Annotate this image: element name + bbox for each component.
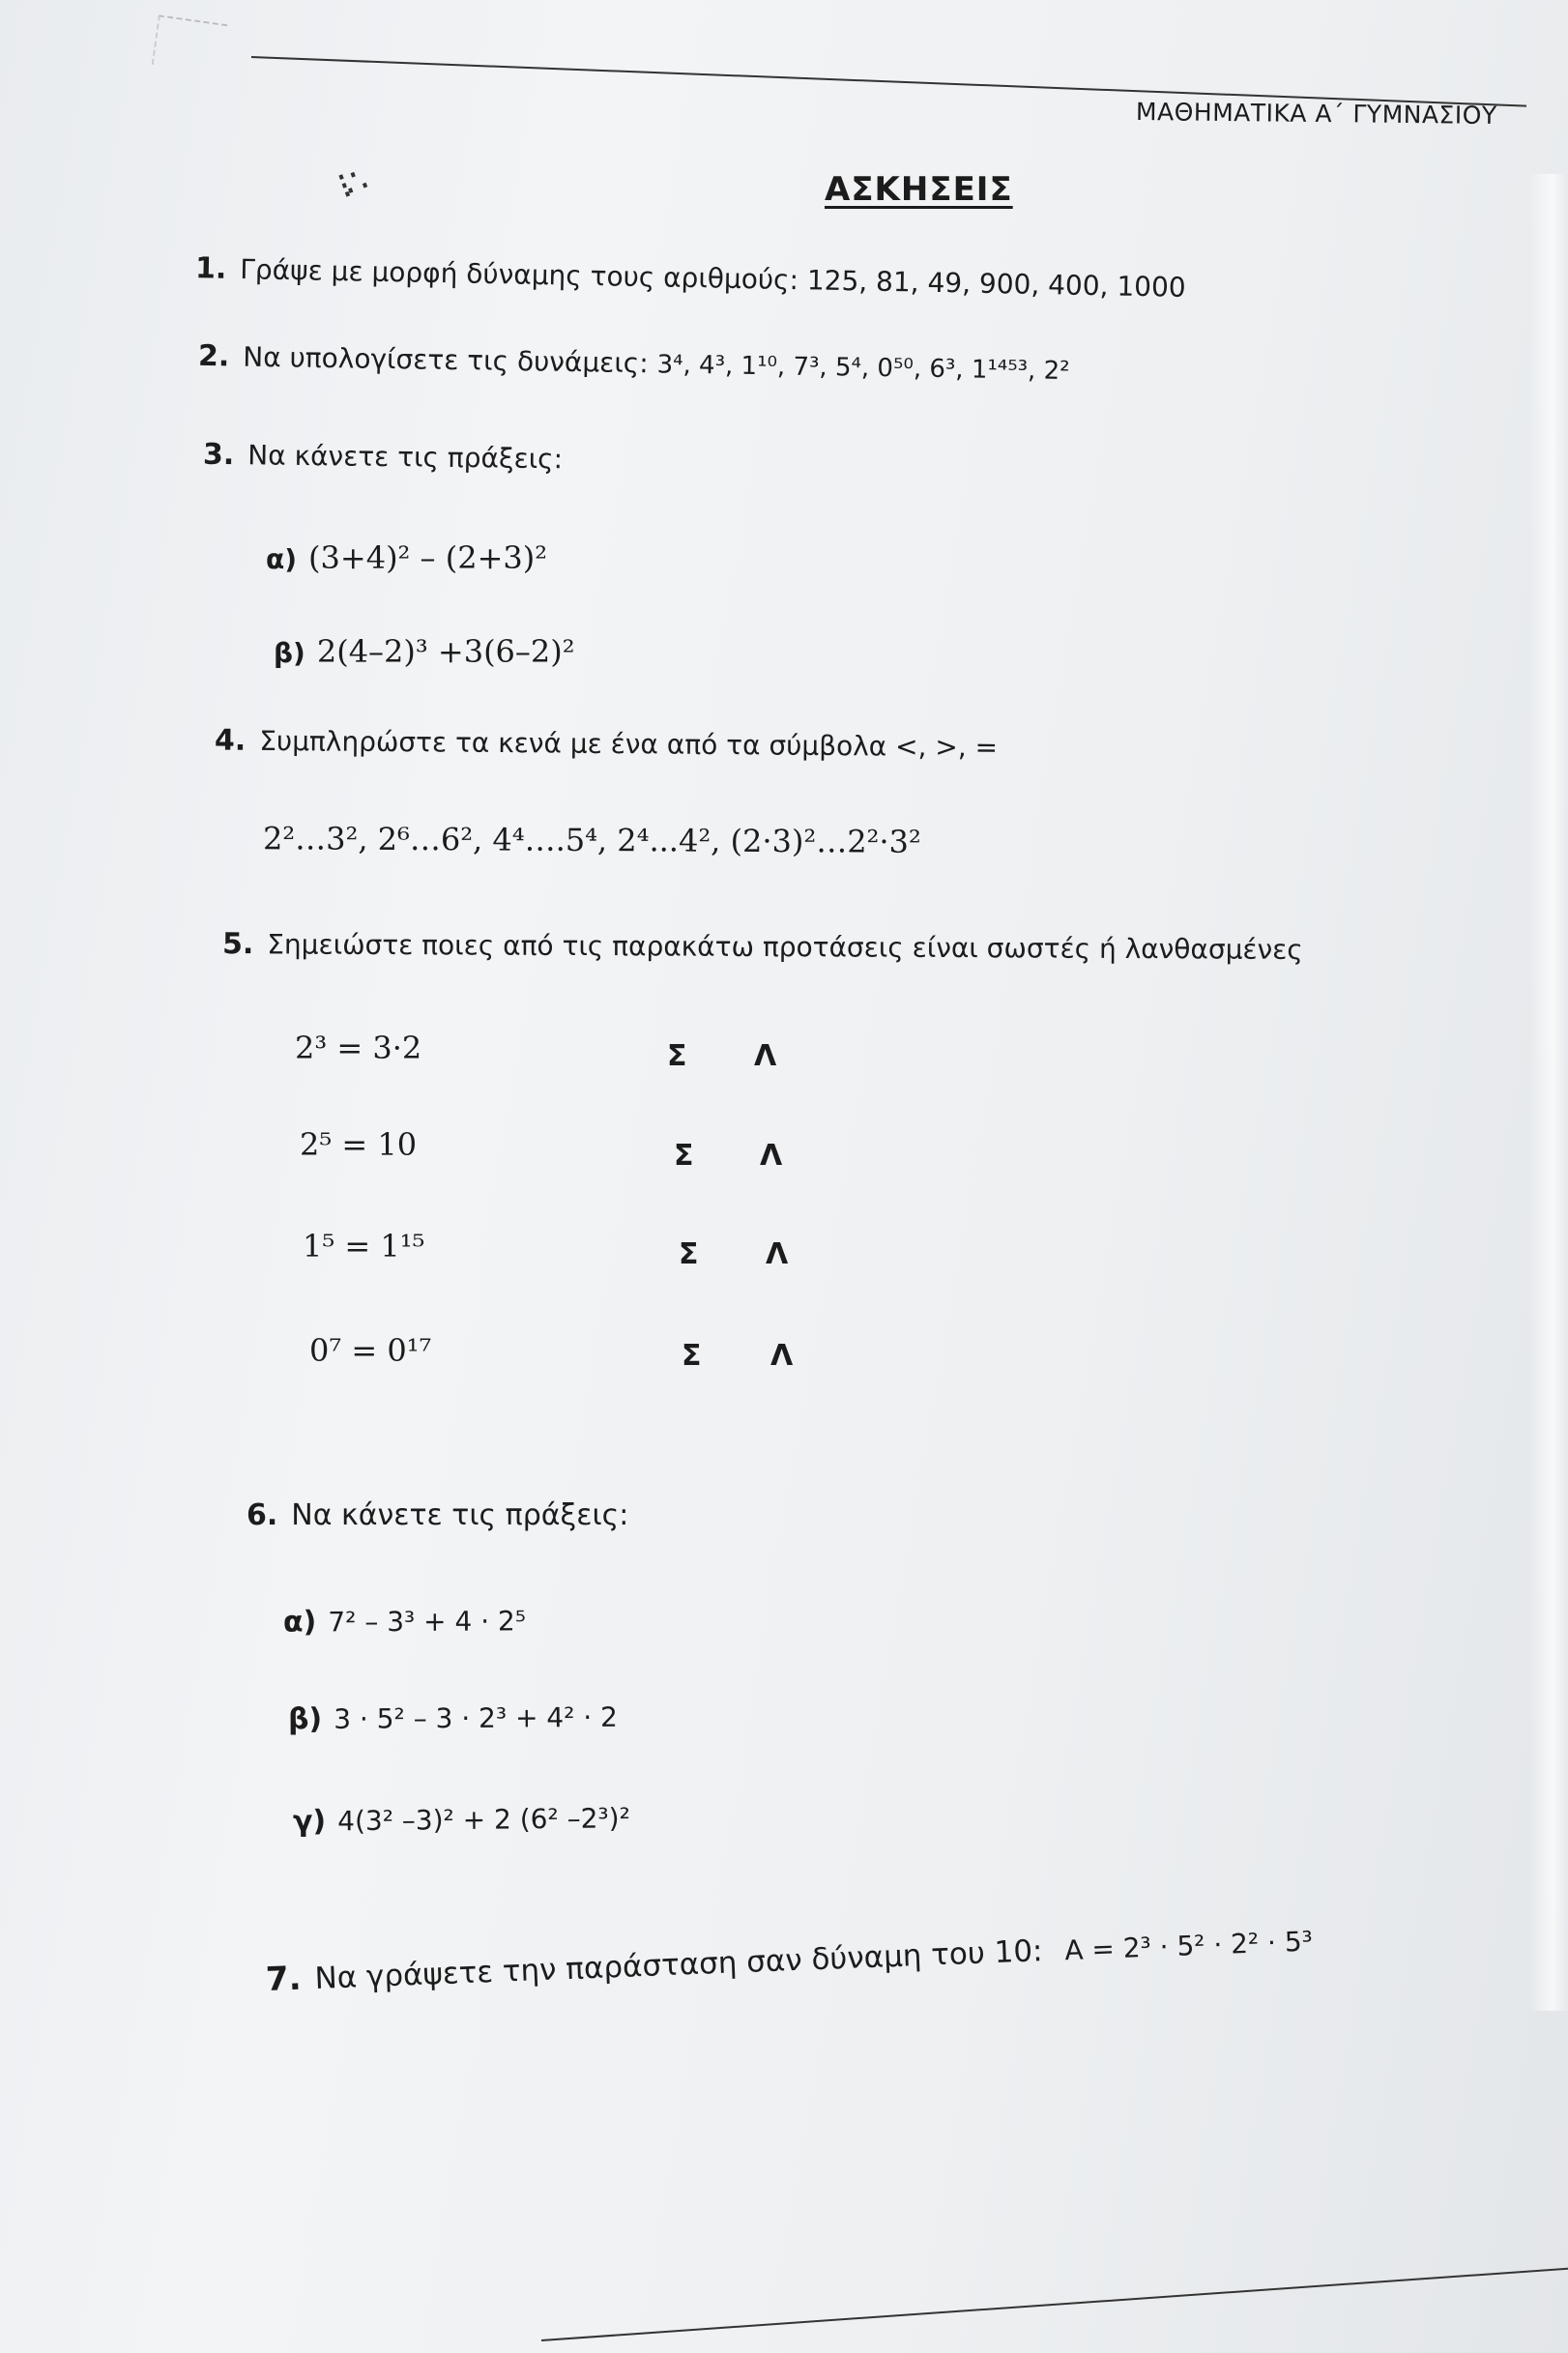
statement-3: 1⁵ = 1¹⁵ <box>303 1228 425 1264</box>
exercise-text: Να κάνετε τις πράξεις: <box>247 439 564 476</box>
statement-2: 2⁵ = 10 <box>300 1126 418 1163</box>
exercise-3 <box>203 438 563 477</box>
statement-1: 2³ = 3·2 <box>295 1030 422 1066</box>
exercise-text: Σημειώστε ποιες από τις παρακάτω προτάσεις είναι σωστές ή λανθασμένες <box>267 928 1303 966</box>
exercise-5 <box>222 927 1303 967</box>
exercise-6c <box>293 1801 630 1839</box>
part-expression: 3 · 5² – 3 · 2³ + 4² · 2 <box>334 1700 619 1735</box>
false-mark: Λ <box>766 1237 789 1271</box>
exercise-4-expression: 2²…3², 2⁶…6², 4⁴….5⁴, 2⁴...4², (2·3)²…2²·3² <box>262 820 921 860</box>
false-mark: Λ <box>760 1139 783 1173</box>
true-mark: Σ <box>674 1139 694 1173</box>
part-label: β) <box>274 637 305 669</box>
page-title: ΑΣΚΗΣΕΙΣ <box>825 170 1013 209</box>
exercise-text: Να γράψετε την παράσταση σαν δύναμη του 10: <box>313 1933 1044 1997</box>
pen-mark: ⁝∴ <box>332 160 369 208</box>
exercise-expression: A = 2³ · 5² · 2² · 5³ <box>1063 1925 1314 1967</box>
exercise-text: Συμπληρώστε τα κενά με ένα από τα σύμβολα <, >, = <box>259 724 999 764</box>
exercise-6b <box>288 1700 618 1736</box>
exercise-number: 4. <box>214 723 247 758</box>
exercise-6 <box>247 1498 628 1532</box>
false-mark: Λ <box>770 1339 794 1373</box>
exercise-3b <box>274 633 575 670</box>
exercise-expression: 3⁴, 4³, 1¹⁰, 7³, 5⁴, 0⁵⁰, 6³, 1¹⁴⁵³, 2² <box>656 350 1070 387</box>
part-label: α) <box>282 1605 317 1640</box>
part-expression: 7² – 3³ + 4 · 2⁵ <box>328 1605 527 1639</box>
exercise-text: Να υπολογίσετε τις δυνάμεις: <box>243 340 649 380</box>
footer-rule <box>541 2265 1568 2341</box>
exercise-number: 3. <box>202 437 235 473</box>
part-label: α) <box>266 543 298 575</box>
exercise-number: 5. <box>221 927 254 962</box>
exercise-number: 2. <box>197 338 230 374</box>
exercise-2 <box>198 339 1070 387</box>
part-label: γ) <box>292 1804 327 1839</box>
page-edge-shadow <box>1529 174 1568 2011</box>
exercise-6a <box>283 1604 526 1639</box>
exercise-7 <box>265 1920 1313 1999</box>
torn-corner <box>152 15 228 74</box>
exercise-4 <box>215 723 998 764</box>
page-header: ΜΑΘΗΜΑΤΙΚΑ Α΄ ΓΥΜΝΑΣΙΟΥ <box>1135 98 1497 130</box>
exercise-number: 7. <box>265 1959 303 1999</box>
exercise-number: 1. <box>194 251 227 286</box>
exercise-3a <box>266 539 547 576</box>
true-mark: Σ <box>682 1339 702 1373</box>
exercise-1 <box>195 251 1186 305</box>
part-expression: (3+4)² – (2+3)² <box>308 539 548 576</box>
false-mark: Λ <box>754 1039 777 1073</box>
statement-4: 0⁷ = 0¹⁷ <box>309 1332 432 1369</box>
exercise-text: Γράψε με μορφή δύναμης τους αριθμούς: 125, 81, 49, 900, 400, 1000 <box>240 253 1186 304</box>
part-expression: 4(3² –3)² + 2 (6² –2³)² <box>336 1802 630 1838</box>
true-mark: Σ <box>679 1237 699 1271</box>
part-label: β) <box>287 1701 323 1737</box>
part-expression: 2(4–2)³ +3(6–2)² <box>316 633 575 670</box>
exercise-text: Να κάνετε τις πράξεις: <box>291 1498 629 1532</box>
exercise-number: 6. <box>247 1498 278 1532</box>
true-mark: Σ <box>667 1039 687 1073</box>
